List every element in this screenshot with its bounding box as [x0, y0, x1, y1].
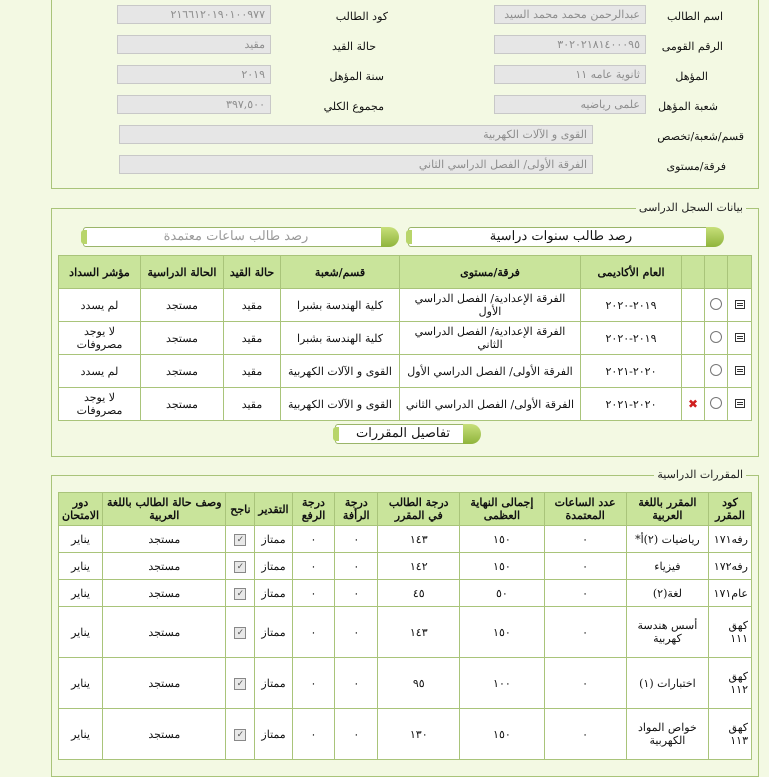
record-years-button[interactable]: رصد طالب سنوات دراسية	[408, 227, 714, 247]
course-score: ٤٥	[378, 580, 460, 607]
record-delete-cell	[682, 322, 705, 355]
record-pay: لم يسدد	[59, 355, 141, 388]
course-code: رفه١٧٢	[709, 553, 752, 580]
student-code-field[interactable]: ٢١٦٦١٢٠١٩٠١٠٠٩٧٧	[117, 5, 271, 24]
course-mercy: ٠	[335, 709, 378, 760]
qual-branch-field[interactable]: علمى رياضيه	[494, 95, 646, 114]
document-icon[interactable]	[735, 366, 745, 375]
qualification-label: المؤهل	[675, 70, 708, 83]
dept-field[interactable]: القوى و الآلات الكهربية	[119, 125, 593, 144]
record-select-cell	[705, 322, 728, 355]
record-level: الفرقة الأولى/ الفصل الدراسي الثاني	[400, 388, 581, 421]
record-doc-cell	[728, 289, 752, 322]
record-year: ٢٠١٩-٢٠٢٠	[581, 322, 682, 355]
courses-table	[58, 492, 752, 760]
course-hours: ٠	[544, 658, 626, 709]
course-name: رياضيات (٢)أ*	[626, 526, 708, 553]
course-mercy: ٠	[335, 526, 378, 553]
course-round: يناير	[59, 658, 103, 709]
col-study-header: الحالة الدراسية	[141, 256, 224, 289]
course-status: مستجد	[103, 580, 226, 607]
record-study: مستجد	[141, 355, 224, 388]
record-row	[59, 289, 752, 322]
course-grade: ممتاز	[255, 709, 292, 760]
pass-checkbox[interactable]: ✓	[234, 588, 246, 600]
course-pass-cell	[226, 709, 255, 760]
qual-branch-label: شعبة المؤهل	[658, 100, 718, 113]
record-enroll: مقيد	[224, 322, 281, 355]
record-row	[59, 322, 752, 355]
course-round-header: دور الامتحان	[59, 493, 103, 526]
study-record-legend: بيانات السجل الدراسى	[636, 201, 746, 214]
courses-legend: المقررات الدراسية	[654, 468, 746, 481]
record-doc-cell	[728, 355, 752, 388]
record-pay: لا يوجد مصروفات	[59, 388, 141, 421]
course-grade: ممتاز	[255, 580, 292, 607]
course-max: ١٥٠	[460, 709, 544, 760]
record-select-cell	[705, 355, 728, 388]
col-doc	[728, 256, 752, 289]
record-study: مستجد	[141, 388, 224, 421]
course-score: ١٤٣	[378, 526, 460, 553]
course-mercy: ٠	[335, 580, 378, 607]
course-status: مستجد	[103, 526, 226, 553]
level-label: فرقة/مستوى	[666, 160, 726, 173]
pass-checkbox[interactable]: ✓	[234, 561, 246, 573]
course-grade-header: التقدير	[255, 493, 292, 526]
course-row	[59, 709, 752, 760]
qual-year-label: سنة المؤهل	[329, 70, 384, 83]
course-pass-cell	[226, 526, 255, 553]
record-select-cell	[705, 388, 728, 421]
record-select-radio[interactable]	[710, 364, 722, 376]
record-doc-cell	[728, 322, 752, 355]
record-row	[59, 355, 752, 388]
record-pay: لا يوجد مصروفات	[59, 322, 141, 355]
col-pay-header: مؤشر السداد	[59, 256, 141, 289]
record-level: الفرقة الإعدادية/ الفصل الدراسي الثاني	[400, 322, 581, 355]
course-raise: ٠	[292, 607, 335, 658]
course-grade: ممتاز	[255, 553, 292, 580]
record-select-radio[interactable]	[710, 331, 722, 343]
course-code: كهق ١١١	[709, 607, 752, 658]
course-name: لغة(٢)	[626, 580, 708, 607]
col-select	[705, 256, 728, 289]
course-row	[59, 580, 752, 607]
dept-label: قسم/شعبة/تخصص	[657, 130, 744, 143]
record-level: الفرقة الإعدادية/ الفصل الدراسي الأول	[400, 289, 581, 322]
course-name: أسس هندسة كهربية	[626, 607, 708, 658]
course-hours: ٠	[544, 526, 626, 553]
course-row	[59, 526, 752, 553]
enroll-status-label: حالة القيد	[332, 40, 376, 53]
course-max: ١٥٠	[460, 607, 544, 658]
course-grade: ممتاز	[255, 607, 292, 658]
total-field[interactable]: ٣٩٧,٥٠٠	[117, 95, 271, 114]
course-code: كهق ١١٣	[709, 709, 752, 760]
record-dept: القوى و الآلات الكهربية	[281, 355, 400, 388]
course-name: فيزياء	[626, 553, 708, 580]
course-status: مستجد	[103, 553, 226, 580]
course-name: خواص المواد الكهربية	[626, 709, 708, 760]
pass-checkbox[interactable]: ✓	[234, 627, 246, 639]
course-max: ١٠٠	[460, 658, 544, 709]
course-pass-header: ناجح	[226, 493, 255, 526]
course-score: ٩٥	[378, 658, 460, 709]
enroll-status-field[interactable]: مقيد	[117, 35, 271, 54]
record-year: ٢٠١٩-٢٠٢٠	[581, 289, 682, 322]
course-name-header: المقرر باللغة العربية	[626, 493, 708, 526]
document-icon[interactable]	[735, 333, 745, 342]
document-icon[interactable]	[735, 399, 745, 408]
course-grade: ممتاز	[255, 526, 292, 553]
course-max: ١٥٠	[460, 526, 544, 553]
course-max: ١٥٠	[460, 553, 544, 580]
record-level: الفرقة الأولى/ الفصل الدراسي الأول	[400, 355, 581, 388]
col-dept-header: قسم/شعبة	[281, 256, 400, 289]
course-raise: ٠	[292, 580, 335, 607]
study-record-table	[58, 255, 752, 421]
course-row	[59, 553, 752, 580]
course-raise: ٠	[292, 553, 335, 580]
course-max-header: إجمالى النهاية العظمى	[460, 493, 544, 526]
record-hours-button[interactable]: رصد طالب ساعات معتمدة	[83, 227, 389, 247]
record-study: مستجد	[141, 322, 224, 355]
record-row	[59, 388, 752, 421]
course-status-header: وصف حالة الطالب باللغة العربية	[103, 493, 226, 526]
course-status: مستجد	[103, 709, 226, 760]
course-score: ١٣٠	[378, 709, 460, 760]
course-round: يناير	[59, 553, 103, 580]
study-record-panel	[51, 201, 759, 457]
course-hours-header: عدد الساعات المعتمدة	[544, 493, 626, 526]
course-code: رفه١٧١	[709, 526, 752, 553]
record-year: ٢٠٢٠-٢٠٢١	[581, 388, 682, 421]
course-mercy: ٠	[335, 658, 378, 709]
student-name-field[interactable]: عبدالرحمن محمد محمد السيد	[494, 5, 646, 24]
course-status: مستجد	[103, 658, 226, 709]
record-enroll: مقيد	[224, 388, 281, 421]
course-score-header: درجة الطالب في المقرر	[378, 493, 460, 526]
course-score: ١٤٢	[378, 553, 460, 580]
record-dept: كلية الهندسة بشبرا	[281, 289, 400, 322]
course-hours: ٠	[544, 709, 626, 760]
record-enroll: مقيد	[224, 355, 281, 388]
course-grade: ممتاز	[255, 658, 292, 709]
col-level-header: فرقة/مستوى	[400, 256, 581, 289]
record-select-cell	[705, 289, 728, 322]
record-dept: كلية الهندسة بشبرا	[281, 322, 400, 355]
col-delete	[682, 256, 705, 289]
national-id-field[interactable]: ٣٠٢٠٢١٨١٤٠٠٠٩٥	[494, 35, 646, 54]
level-field[interactable]: الفرقة الأولى/ الفصل الدراسي الثاني	[119, 155, 593, 174]
record-select-radio[interactable]	[710, 397, 722, 409]
record-study: مستجد	[141, 289, 224, 322]
course-round: يناير	[59, 580, 103, 607]
course-round: يناير	[59, 526, 103, 553]
record-doc-cell	[728, 388, 752, 421]
record-pay: لم يسدد	[59, 289, 141, 322]
course-hours: ٠	[544, 580, 626, 607]
qualification-field[interactable]: ثانوية عامه ١١	[494, 65, 646, 84]
course-pass-cell	[226, 658, 255, 709]
course-status: مستجد	[103, 607, 226, 658]
record-delete-cell	[682, 355, 705, 388]
course-pass-cell	[226, 580, 255, 607]
course-pass-cell	[226, 607, 255, 658]
pass-checkbox[interactable]: ✓	[234, 678, 246, 690]
course-code: كهق ١١٢	[709, 658, 752, 709]
course-pass-cell	[226, 553, 255, 580]
course-raise: ٠	[292, 658, 335, 709]
course-round: يناير	[59, 607, 103, 658]
total-label: مجموع الكلي	[323, 100, 384, 113]
course-details-button[interactable]: تفاصيل المقررات	[335, 424, 471, 444]
course-score: ١٤٣	[378, 607, 460, 658]
delete-icon[interactable]: ✖	[687, 397, 699, 411]
course-mercy: ٠	[335, 607, 378, 658]
record-delete-cell	[682, 388, 705, 421]
pass-checkbox[interactable]: ✓	[234, 534, 246, 546]
course-code: عام١٧١	[709, 580, 752, 607]
record-dept: القوى و الآلات الكهربية	[281, 388, 400, 421]
course-row	[59, 658, 752, 709]
course-max: ٥٠	[460, 580, 544, 607]
col-enroll-header: حالة القيد	[224, 256, 281, 289]
national-id-label: الرقم القومى	[661, 40, 723, 53]
course-raise: ٠	[292, 526, 335, 553]
qual-year-field[interactable]: ٢٠١٩	[117, 65, 271, 84]
course-raise: ٠	[292, 709, 335, 760]
pass-checkbox[interactable]: ✓	[234, 729, 246, 741]
course-hours: ٠	[544, 607, 626, 658]
course-raise-header: درجة الرفع	[292, 493, 335, 526]
record-delete-cell	[682, 289, 705, 322]
student-name-label: اسم الطالب	[666, 10, 723, 23]
course-mercy: ٠	[335, 553, 378, 580]
record-enroll: مقيد	[224, 289, 281, 322]
course-round: يناير	[59, 709, 103, 760]
course-hours: ٠	[544, 553, 626, 580]
course-name: اختبارات (١)	[626, 658, 708, 709]
course-code-header: كود المقرر	[709, 493, 752, 526]
student-info-panel	[51, 0, 759, 189]
courses-panel	[51, 468, 759, 777]
course-row	[59, 607, 752, 658]
col-year-header: العام الأكاديمى	[581, 256, 682, 289]
student-code-label: كود الطالب	[335, 10, 388, 23]
record-year: ٢٠٢٠-٢٠٢١	[581, 355, 682, 388]
document-icon[interactable]	[735, 300, 745, 309]
record-select-radio[interactable]	[710, 298, 722, 310]
course-mercy-header: درجة الرأفة	[335, 493, 378, 526]
